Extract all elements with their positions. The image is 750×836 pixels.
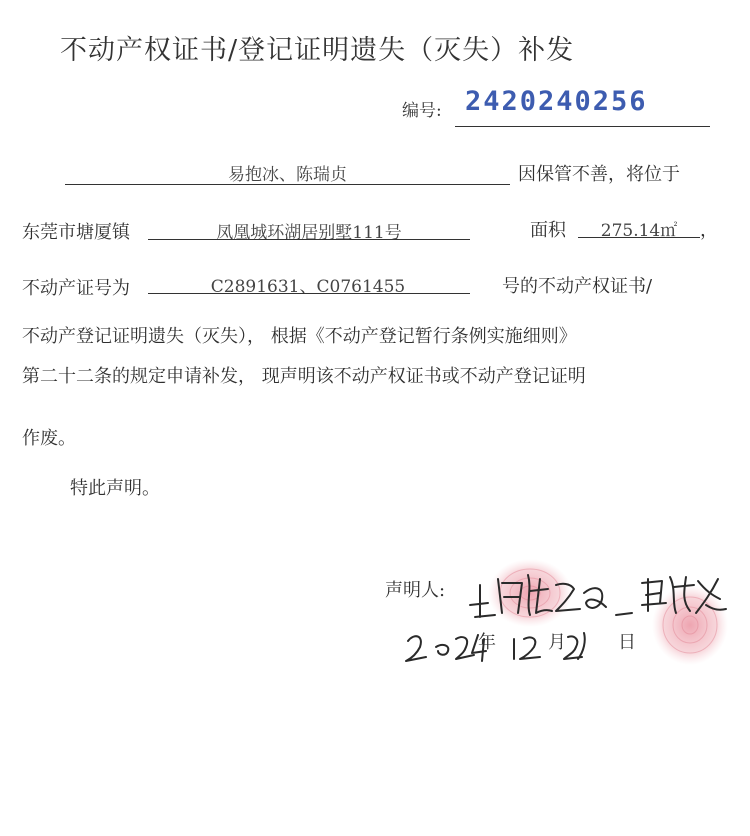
cert-suffix: 号的不动产权证书/ (502, 276, 653, 297)
number-underline (455, 126, 710, 127)
location-prefix: 东莞市塘厦镇 (22, 222, 130, 243)
area-value: 275.14㎡ (600, 221, 678, 241)
date-month-char: 月 (548, 632, 566, 653)
date-year-char: 年 (478, 632, 496, 653)
declarant-label: 声明人: (385, 580, 446, 601)
handwritten-date (406, 633, 585, 661)
area-underline (578, 237, 700, 238)
area-label: 面积 (530, 220, 566, 241)
owners-underline (65, 184, 510, 185)
closing-text: 特此声明。 (70, 478, 160, 499)
cert-numbers-field: C2891631、C0761455 (210, 277, 406, 297)
date-day-char: 日 (618, 632, 636, 653)
paragraph-line-b: 第二十二条的规定申请补发， 现声明该不动产权证书或不动产登记证明 (22, 366, 586, 387)
signature-and-fingerprints (380, 555, 740, 685)
address-field: 凤凰城环湖居别墅111号 (216, 223, 402, 243)
owners-field: 易抱冰、陈瑞贞 (228, 165, 347, 185)
paragraph-line-c: 作废。 (22, 428, 76, 449)
paragraph-line-a: 不动产登记证明遗失（灭失）， 根据《不动产登记暂行条例实施细则》 (22, 326, 577, 347)
number-value: 2420240256 (465, 86, 648, 117)
area-suffix: ， (700, 220, 718, 241)
address-underline (148, 239, 470, 240)
line1-suffix: 因保管不善，将位于 (518, 164, 680, 185)
cert-underline (148, 293, 470, 294)
cert-prefix: 不动产证号为 (22, 278, 130, 299)
document-title: 不动产权证书/登记证明遗失（灭失）补发 (60, 35, 575, 66)
number-label: 编号: (402, 101, 442, 121)
